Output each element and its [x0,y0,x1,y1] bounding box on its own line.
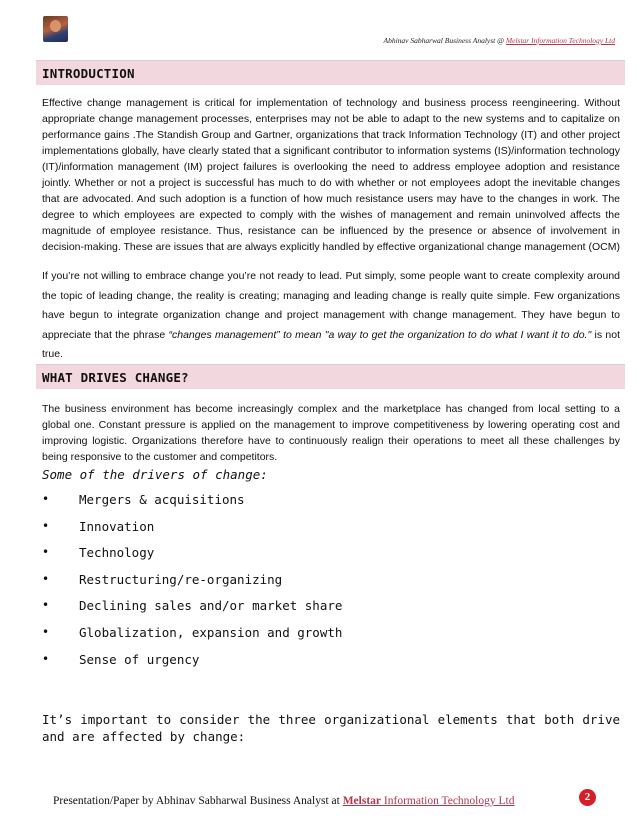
introduction-paragraph-1: Effective change management is critical for implementation of technology and business process reengineering. Without appropriate change management processes, enterprises may not be able to adapt to the new systems and to capitalize on performance gains .The Standish Group and Gartner, organizations that track Information Technology (IT) and other project implementations globally, have clearly stated that a significant contributor to information systems (IS)/information technology (IT)/information management (IM) project failures is overlooking the need to address employee adoption and resistance jointly. Whether or not a project is successful has much to do with whether or not employees adopt the inevitable changes that are advocated. And such adoption is a function of how much resistance users may have to the changes in work. The degree to which employees are expected to comply with the wishes of management and remain uninvolved affects the magnitude of employee resistance. Thus, resistance can be influenced by the presence or absence of involvement in decision-making. These are issues that are always explicitly handled by effective organizational change management (OCM) [42,97,620,253]
author-photo [43,16,68,42]
closing-paragraph: It’s important to consider the three organizational elements that both drive and are affected by change: [42,712,620,744]
driver-label: Technology [79,545,155,561]
bullet: • [42,492,50,506]
section-heading-what-drives-change [36,364,625,389]
footer-prefix: Presentation/Paper by Abhinav Sabharwal Business Analyst at [53,795,343,807]
driver-label: Restructuring/re-organizing [79,571,283,587]
section-heading-introduction [36,60,625,85]
introduction-heading: INTRODUCTION [42,66,135,81]
page-footer [53,795,514,807]
bullet: • [42,571,50,586]
header-company-link[interactable]: Melstar Information Technology Ltd [505,36,615,45]
header-author: Abhinav Sabharwal Business Analyst @ [383,36,505,45]
bullet: • [42,598,50,613]
driver-label: Globalization, expansion and growth [79,624,343,640]
drivers-subtitle: Some of the drivers of change: [42,467,268,482]
footer-brand-link[interactable]: Melstar [342,795,382,807]
page-header [384,36,616,45]
author-face [50,20,61,32]
driver-label: Declining sales and/or market share [79,598,343,614]
introduction-paragraph-2 [42,267,620,365]
bullet: • [42,518,50,533]
para2-start: If you’re not willing to embrace change you’re not ready to lead. Put simply, some people want to create complexity around the topic of leading change, the reality is creating; managing and leading change is really quite simple. Few organizations have begun to integrate organization change and project management with change management. They have begun to appreciate that the phrase [42,270,620,341]
driver-label: Sense of urgency [79,651,200,667]
bullet: • [42,545,50,560]
driver-label: Innovation [79,518,155,534]
drives-paragraph: The business environment has become increasingly complex and the marketplace has changed from local setting to a global one. Constant pressure is applied on the management to improve competitiveness by lowering operating cost and improving logistic. Organizations therefore have to continuously realign their operations to meet all these challenges by being responsive to the customer and competitors. [42,403,620,463]
driver-label: Mergers & acquisitions [79,492,245,507]
para2-end: is not true. [42,328,621,360]
para2-quote: “changes management” to mean "a way to get the organization to do what I want it to do." [168,328,592,341]
page-number-badge: 2 [579,789,596,806]
drives-heading: WHAT DRIVES CHANGE? [42,370,189,385]
bullet: • [42,651,50,666]
bullet: • [42,624,50,639]
footer-company-link[interactable]: Information Technology Ltd [381,795,515,807]
